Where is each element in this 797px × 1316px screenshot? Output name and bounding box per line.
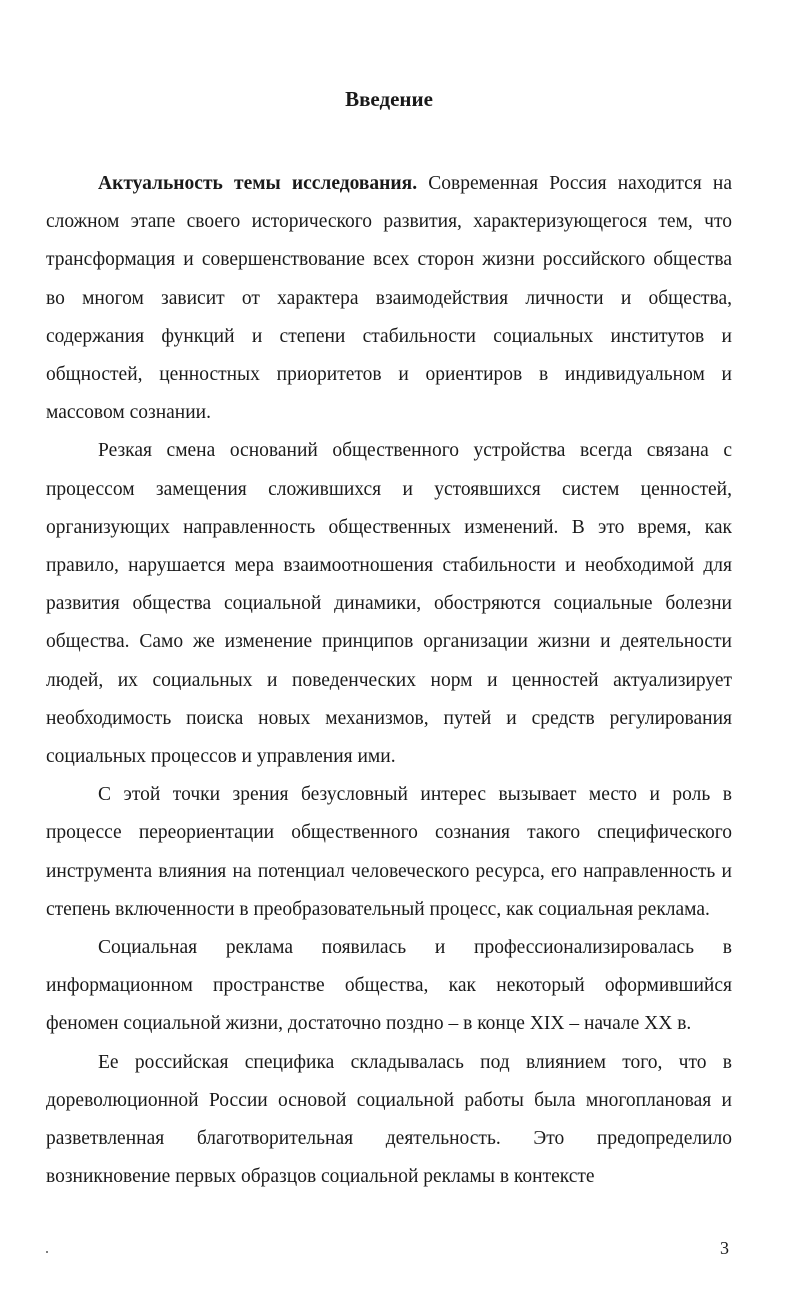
paragraph-text: Резкая смена оснований общественного устройства всегда связана с процессом замещения сложившихся и устоявшихся систем ценностей, организующих направленность общественных изменений. В это время, как правило, нарушается мера взаимоотношения стабильности и необходимой для развития общества социальной динамики, обостряются социальные болезни общества. Само же изменение принципов организации жизни и деятельности людей, их социальных и поведенческих норм и ценностей актуализирует необходимость поиска новых механизмов, путей и средств регулирования социальных процессов и управления ими.	[46, 440, 732, 768]
page-number: 3	[720, 1238, 729, 1258]
paragraph-social-advertising-interest	[46, 776, 732, 929]
paragraph-text: Современная Россия находится на сложном этапе своего исторического развития, характеризующегося тем, что трансформация и совершенствование всех сторон жизни российского общества во многом зависит от характера взаимодействия личности и общества, содержания функций и степени стабильности социальных институтов и общностей, ценностных приоритетов и ориентиров в индивидуальном и массовом сознании.	[46, 173, 732, 424]
paragraph-lead: Актуальность темы исследования.	[98, 173, 418, 194]
paragraph-text: С этой точки зрения безусловный интерес вызывает место и роль в процессе переориентации общественного сознания такого специфического инструмента влияния на потенциал человеческого ресурса, его направленность и степень включенности в преобразовательный процесс, как социальная реклама.	[46, 784, 732, 920]
paragraph-social-advertising-history	[46, 929, 732, 1044]
paragraph-value-change	[46, 432, 732, 776]
paragraph-text: Ее российская специфика складывалась под влиянием того, что в дореволюционной России основой социальной работы была многоплановая и разветвленная благотворительная деятельность. Это предопределило возникновение первых образцов социальной рекламы в контексте	[46, 1051, 732, 1188]
page-title: Введение	[345, 87, 433, 111]
paragraph-russian-specifics	[46, 1044, 732, 1197]
scan-speck	[46, 1251, 48, 1253]
paragraph-relevance	[46, 165, 732, 432]
paragraph-text: Социальная реклама появилась и профессионализировалась в информационном пространстве общества, как некоторый оформившийся феномен социальной жизни, достаточно поздно – в конце XIX – начале XX в.	[46, 937, 732, 1035]
body-text	[46, 165, 732, 1196]
document-page	[46, 0, 732, 1316]
